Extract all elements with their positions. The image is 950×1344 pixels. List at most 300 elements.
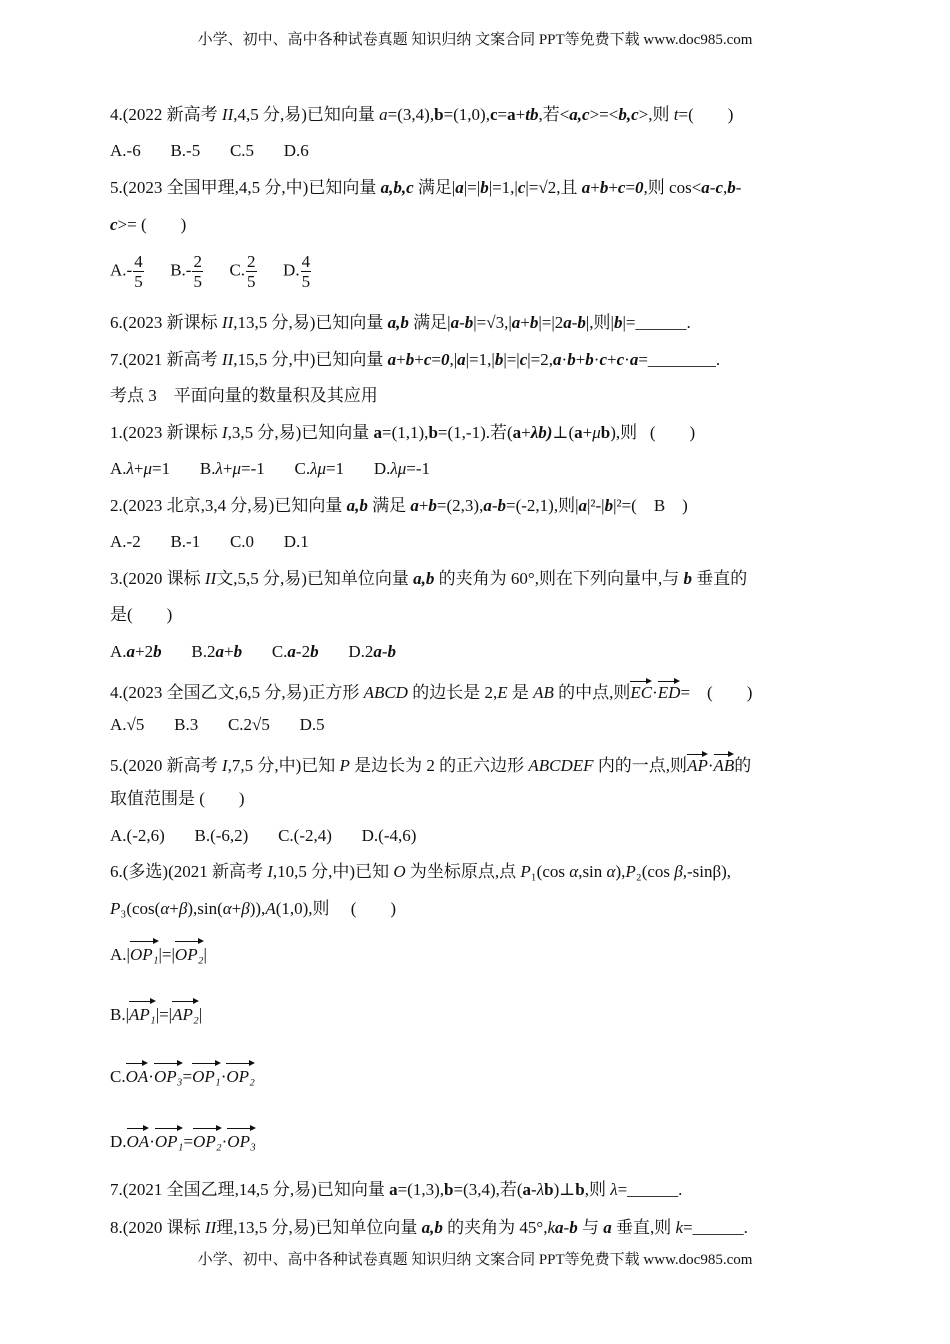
text-segment: | [198, 1005, 203, 1024]
text-segment: ₃(cos( [120, 899, 161, 918]
text-segment: β [674, 862, 683, 881]
text-segment: b [387, 642, 397, 661]
text-segment: = [431, 350, 441, 369]
text-segment: · [220, 1067, 227, 1086]
text-segment: E [497, 683, 508, 702]
text-segment: λ [215, 459, 223, 478]
text-segment: a,b,c [380, 178, 414, 197]
text-segment: 7.(2021 新高考 [110, 350, 222, 369]
text-line [110, 998, 202, 1028]
text-segment: · [624, 350, 630, 369]
text-line [110, 938, 207, 968]
text-segment: k [547, 1218, 556, 1237]
text-segment: =1 B. [152, 459, 216, 478]
text-segment: - [491, 496, 498, 515]
text-line [110, 252, 312, 291]
fraction [133, 252, 144, 291]
text-segment: · [652, 683, 658, 702]
text-segment: A.| [110, 945, 130, 964]
text-segment: A.- [110, 260, 133, 280]
text-segment: · [593, 350, 600, 369]
text-segment: A. [110, 459, 127, 478]
text-segment: D. [257, 260, 300, 280]
text-segment: b [444, 1180, 454, 1199]
text-segment: - [563, 1218, 570, 1237]
text-segment: |=√2,且 [525, 178, 582, 197]
text-segment: | [203, 945, 207, 964]
text-segment: |=1,| [465, 350, 495, 369]
text-segment: 4.(2023 全国乙文,6,5 分,易)正方形 [110, 683, 364, 702]
text-segment: ,则 cos< [643, 178, 702, 197]
text-segment: + [521, 423, 531, 442]
text-segment: b [613, 313, 623, 332]
text-segment: c [519, 350, 528, 369]
text-segment: A. [110, 642, 127, 661]
text-segment: ,| [449, 350, 458, 369]
text-segment: - [709, 178, 716, 197]
fraction [246, 252, 257, 291]
text-segment: =______. [617, 1180, 683, 1199]
text-segment: · [149, 1132, 155, 1151]
text-segment: · [221, 1132, 228, 1151]
text-segment: = [497, 105, 508, 124]
text-segment: c [617, 178, 626, 197]
text-segment: C. [110, 1067, 126, 1086]
text-segment: 5.(2020 新高考 [110, 756, 222, 775]
text-segment: a [507, 105, 516, 124]
text-line [110, 1217, 748, 1239]
text-segment: 为坐标原点,点 [405, 862, 521, 881]
text-line [110, 214, 186, 236]
text-segment: 考点 3 平面向量的数量积及其应用 [110, 386, 378, 405]
text-segment: |=| [155, 1005, 173, 1024]
text-line [110, 788, 245, 810]
vector: ED [658, 678, 681, 704]
vector: OP₂ [226, 1060, 255, 1090]
text-segment: b [434, 105, 444, 124]
text-segment: 6.(2023 新课标 [110, 313, 222, 332]
numerator: 2 [247, 252, 256, 271]
text-segment: AB [533, 683, 554, 702]
text-segment: |,则| [585, 313, 614, 332]
text-segment: b [599, 178, 609, 197]
text-segment: + [575, 350, 586, 369]
text-segment: a [126, 642, 136, 661]
text-line [110, 1125, 256, 1155]
text-segment: P [520, 862, 531, 881]
text-line [110, 422, 695, 444]
text-segment: |=2, [527, 350, 554, 369]
text-segment: μ [143, 459, 153, 478]
text-segment: II [221, 105, 234, 124]
text-segment: - [459, 313, 465, 332]
text-segment: ₁(cos [530, 862, 570, 881]
text-segment: a [379, 105, 388, 124]
text-segment: b [497, 496, 507, 515]
text-segment: II [221, 313, 234, 332]
text-segment: D. [110, 1132, 127, 1151]
text-segment: 7.(2021 全国乙理,14,5 分,易)已知向量 [110, 1180, 390, 1199]
text-segment: a [574, 423, 583, 442]
text-segment: )⊥ [553, 1180, 576, 1199]
text-segment: =-1 C. [241, 459, 311, 478]
text-segment: ,则 [584, 1180, 611, 1199]
text-segment: + [590, 178, 600, 197]
text-segment: II [221, 350, 234, 369]
text-segment: 5.(2023 全国甲理,4,5 分,中)已知向量 [110, 178, 381, 197]
text-segment: a [555, 1218, 564, 1237]
text-segment: 的夹角为 45°, [442, 1218, 548, 1237]
text-segment: 是边长为 2 的正六边形 [349, 756, 529, 775]
text-segment: + [396, 350, 406, 369]
text-segment: |=|2 [538, 313, 564, 332]
text-segment: )), [249, 899, 266, 918]
vector: AB [714, 751, 735, 777]
text-line [110, 1060, 255, 1090]
text-segment: 3.(2020 课标 [110, 569, 205, 588]
text-segment: ⊥( [552, 423, 575, 442]
denominator: 5 [247, 272, 256, 291]
text-segment: c [616, 350, 625, 369]
text-segment: P [339, 756, 350, 775]
text-segment: ,15,5 分,中)已知向量 [233, 350, 388, 369]
text-segment: a [389, 1180, 398, 1199]
text-segment: =-1 [406, 459, 431, 478]
text-line [110, 825, 416, 847]
text-segment: =( ) [678, 105, 734, 124]
text-segment: ₂(cos [635, 862, 675, 881]
text-line [110, 568, 747, 590]
text-segment: ,-sinβ), [682, 862, 732, 881]
text-line [110, 385, 378, 407]
text-segment: b [727, 178, 736, 197]
text-segment: P [625, 862, 636, 881]
text-segment: b [529, 313, 539, 332]
text-segment: 是 [507, 683, 534, 702]
text-segment: β [178, 899, 188, 918]
text-segment: 的夹角为 60°,则在下列向量中,与 [434, 569, 684, 588]
text-segment: c [715, 178, 724, 197]
text-segment: =______. [683, 1218, 748, 1237]
text-segment: a [373, 423, 383, 442]
text-segment: λμ [390, 459, 407, 478]
text-segment: 2.(2023 北京,3,4 分,易)已知向量 [110, 496, 347, 515]
text-segment: α [606, 862, 616, 881]
text-segment: ,sin [578, 862, 607, 881]
text-line [110, 898, 396, 920]
text-segment: |²=( B ) [613, 496, 688, 515]
text-segment: + [222, 459, 233, 478]
text-segment: I [267, 862, 273, 881]
text-segment: A.√5 B.3 C.2√5 D.5 [110, 715, 325, 734]
text-segment: ,4,5 分,易)已知向量 [233, 105, 380, 124]
text-segment: 取值范围是 ( ) [110, 789, 245, 808]
text-segment: b [153, 642, 162, 661]
text-segment: b [405, 350, 415, 369]
text-segment: +2 [135, 642, 154, 661]
text-segment: 垂直的 [691, 569, 748, 588]
text-segment: 0 [635, 178, 644, 197]
vector: OP₁ [130, 938, 159, 968]
text-segment: b [464, 313, 474, 332]
text-segment: · [148, 1067, 154, 1086]
text-segment: a [553, 350, 562, 369]
text-segment: tb [525, 105, 539, 124]
text-segment: + [607, 350, 617, 369]
text-segment: |=√3,| [473, 313, 512, 332]
denominator: 5 [193, 272, 202, 291]
text-segment: >= ( ) [117, 215, 187, 234]
fraction [192, 252, 203, 291]
text-segment: ,13,5 分,易)已知向量 [233, 313, 388, 332]
text-segment: ,若< [538, 105, 570, 124]
text-segment: b,c [618, 105, 639, 124]
numerator: 2 [193, 252, 202, 271]
text-segment: k [675, 1218, 683, 1237]
text-segment: 的边长是 2, [407, 683, 498, 702]
text-segment: II [204, 1218, 217, 1237]
vector: AP₁ [129, 998, 156, 1028]
text-segment: -2 [295, 642, 311, 661]
text-segment: μ [232, 459, 241, 478]
text-segment: b [428, 423, 438, 442]
text-segment: =(2,3), [436, 496, 484, 515]
text-segment: 4.(2022 新高考 [110, 105, 222, 124]
text-segment: b [310, 642, 319, 661]
vector: OP₃ [154, 1060, 183, 1090]
text-segment: (1,0),则 ( ) [275, 899, 397, 918]
text-line [110, 678, 752, 704]
text-segment: I [221, 423, 228, 442]
text-segment: - [735, 178, 742, 197]
text-line [110, 349, 720, 371]
text-segment: C. [242, 642, 288, 661]
text-segment: + [133, 459, 144, 478]
vector: OA [127, 1125, 150, 1155]
text-segment: b [604, 496, 614, 515]
text-segment: b [575, 1180, 585, 1199]
text-segment: λb) [530, 423, 553, 442]
text-segment: α [222, 899, 232, 918]
text-segment: a [522, 1180, 532, 1199]
text-segment: >,则 [638, 105, 674, 124]
text-segment: a [215, 642, 224, 661]
text-segment: α [569, 862, 579, 881]
text-segment: λμ [310, 459, 326, 478]
text-segment: + [582, 423, 593, 442]
text-segment: b [233, 642, 243, 661]
text-line [110, 495, 688, 517]
text-segment: 与 [577, 1218, 604, 1237]
text-segment: + [231, 899, 242, 918]
text-segment: a [701, 178, 710, 197]
text-segment: c [517, 178, 526, 197]
text-segment: + [169, 899, 179, 918]
text-segment: b [683, 569, 692, 588]
text-segment: =(3,4),若( [453, 1180, 523, 1199]
text-segment: 理,13,5 分,易)已知单位向量 [216, 1218, 422, 1237]
text-segment: b [494, 350, 504, 369]
text-segment: c [489, 105, 498, 124]
text-segment: 文,5,5 分,易)已知单位向量 [216, 569, 414, 588]
text-line [110, 531, 309, 553]
text-segment: b [480, 178, 489, 197]
text-segment: + [515, 105, 526, 124]
numerator: 4 [301, 252, 311, 271]
text-segment: λ [536, 1180, 545, 1199]
text-segment: =________. [638, 350, 721, 369]
vector: OP₂ [193, 1125, 222, 1155]
vector: OP₁ [192, 1060, 221, 1090]
text-segment: c [110, 215, 118, 234]
text-segment: + [414, 350, 424, 369]
text-segment: a [457, 350, 466, 369]
text-segment: |=| [158, 945, 175, 964]
vector: EC [630, 678, 652, 704]
text-segment: =(3,4), [387, 105, 435, 124]
text-line [110, 140, 309, 162]
text-segment: 1.(2023 新课标 [110, 423, 222, 442]
text-line [110, 861, 731, 883]
text-segment: ),则 ( ) [610, 423, 696, 442]
text-segment: 8.(2020 课标 [110, 1218, 205, 1237]
text-segment: =(-2,1),则| [506, 496, 579, 515]
text-segment: · [561, 350, 568, 369]
text-segment: b [600, 423, 611, 442]
text-segment: A.-6 B.-5 C.5 D.6 [110, 141, 309, 160]
text-segment: a [563, 313, 572, 332]
text-segment: O [393, 862, 406, 881]
text-segment: β [241, 899, 250, 918]
text-segment: =1 D. [326, 459, 391, 478]
text-segment: a,c [569, 105, 590, 124]
vector: OP₁ [155, 1125, 184, 1155]
text-segment: P [110, 899, 121, 918]
text-segment: a [581, 178, 591, 197]
text-segment: b [585, 350, 594, 369]
text-segment: - [531, 1180, 537, 1199]
text-segment: =(1,-1).若( [437, 423, 513, 442]
text-segment: 是( ) [110, 605, 173, 624]
text-segment: ,10,5 分,中)已知 [272, 862, 394, 881]
text-line [110, 714, 325, 736]
denominator: 5 [301, 272, 311, 291]
text-segment: - [381, 642, 388, 661]
text-line [110, 458, 430, 480]
text-segment: = [182, 1067, 193, 1086]
text-segment: + [418, 496, 429, 515]
text-segment: + [520, 313, 530, 332]
text-segment: α [160, 899, 170, 918]
text-segment: ),sin( [187, 899, 223, 918]
numerator: 4 [134, 252, 143, 271]
text-segment: 垂直,则 [611, 1218, 676, 1237]
text-segment: + [608, 178, 618, 197]
text-segment: = [183, 1132, 194, 1151]
text-line [110, 641, 396, 663]
denominator: 5 [134, 272, 143, 291]
text-segment: 满足| [413, 178, 456, 197]
text-segment: a [287, 642, 296, 661]
text-segment: b [577, 313, 586, 332]
text-segment: B.2 [161, 642, 216, 661]
text-segment: a [578, 496, 587, 515]
text-line [110, 177, 741, 199]
text-segment: B.- [144, 260, 192, 280]
text-segment: 满足 [367, 496, 411, 515]
text-segment: |=______. [622, 313, 691, 332]
text-segment: |=1,| [488, 178, 518, 197]
text-segment: a,b [346, 496, 368, 515]
text-line [110, 104, 733, 126]
text-segment: =(1,1), [382, 423, 429, 442]
text-segment: 的 [734, 756, 752, 775]
text-line [110, 312, 691, 334]
text-segment: t [673, 105, 679, 124]
text-segment: 6.(多选)(2021 新高考 [110, 862, 268, 881]
text-segment: A.-2 B.-1 C.0 D.1 [110, 532, 309, 551]
text-segment: =(1,3), [397, 1180, 444, 1199]
text-segment: A [265, 899, 276, 918]
text-segment: B.| [110, 1005, 129, 1024]
text-segment: a [387, 350, 397, 369]
text-segment: I [221, 756, 228, 775]
text-segment: · [707, 756, 714, 775]
page-footer: 小学、初中、高中各种试卷真题 知识归纳 文案合同 PPT等免费下载 www.doc985.com [197, 1252, 753, 1268]
text-segment: II [204, 569, 217, 588]
text-segment: =(1,0), [443, 105, 490, 124]
text-segment: a [373, 642, 382, 661]
text-segment: μ [592, 423, 601, 442]
text-segment: |=| [463, 178, 481, 197]
vector: AP [687, 751, 708, 777]
text-line [110, 1179, 682, 1201]
text-segment: a [483, 496, 492, 515]
text-segment: λ [126, 459, 134, 478]
fraction [301, 252, 312, 291]
text-segment: a [512, 423, 522, 442]
text-segment: ABCDEF [528, 756, 594, 775]
text-segment: + [223, 642, 234, 661]
text-segment: , [723, 178, 728, 197]
text-segment: |²-| [587, 496, 605, 515]
text-segment: a,b [387, 313, 409, 332]
text-segment: c [423, 350, 432, 369]
text-segment: b [567, 350, 576, 369]
text-segment: >=< [589, 105, 619, 124]
text-segment: b [569, 1218, 578, 1237]
text-segment: b [544, 1180, 554, 1199]
text-segment: |=| [503, 350, 520, 369]
text-segment: b [428, 496, 437, 515]
text-segment: a,b [421, 1218, 443, 1237]
text-segment: = ( ) [680, 683, 753, 702]
text-segment: 的中点,则 [553, 683, 631, 702]
text-segment: a [603, 1218, 612, 1237]
text-segment: ,3,5 分,易)已知向量 [227, 423, 374, 442]
vector: AP₂ [172, 998, 199, 1028]
text-segment: 满足| [408, 313, 451, 332]
text-segment: a [455, 178, 464, 197]
text-segment: a,b [413, 569, 435, 588]
vector: OP₃ [227, 1125, 256, 1155]
text-segment: a [410, 496, 419, 515]
vector: OA [126, 1060, 149, 1090]
text-segment: a [450, 313, 460, 332]
text-segment: ,7,5 分,中)已知 [227, 756, 340, 775]
page-header: 小学、初中、高中各种试卷真题 知识归纳 文案合同 PPT等免费下载 www.doc985.com [197, 32, 753, 48]
text-line [110, 751, 751, 777]
